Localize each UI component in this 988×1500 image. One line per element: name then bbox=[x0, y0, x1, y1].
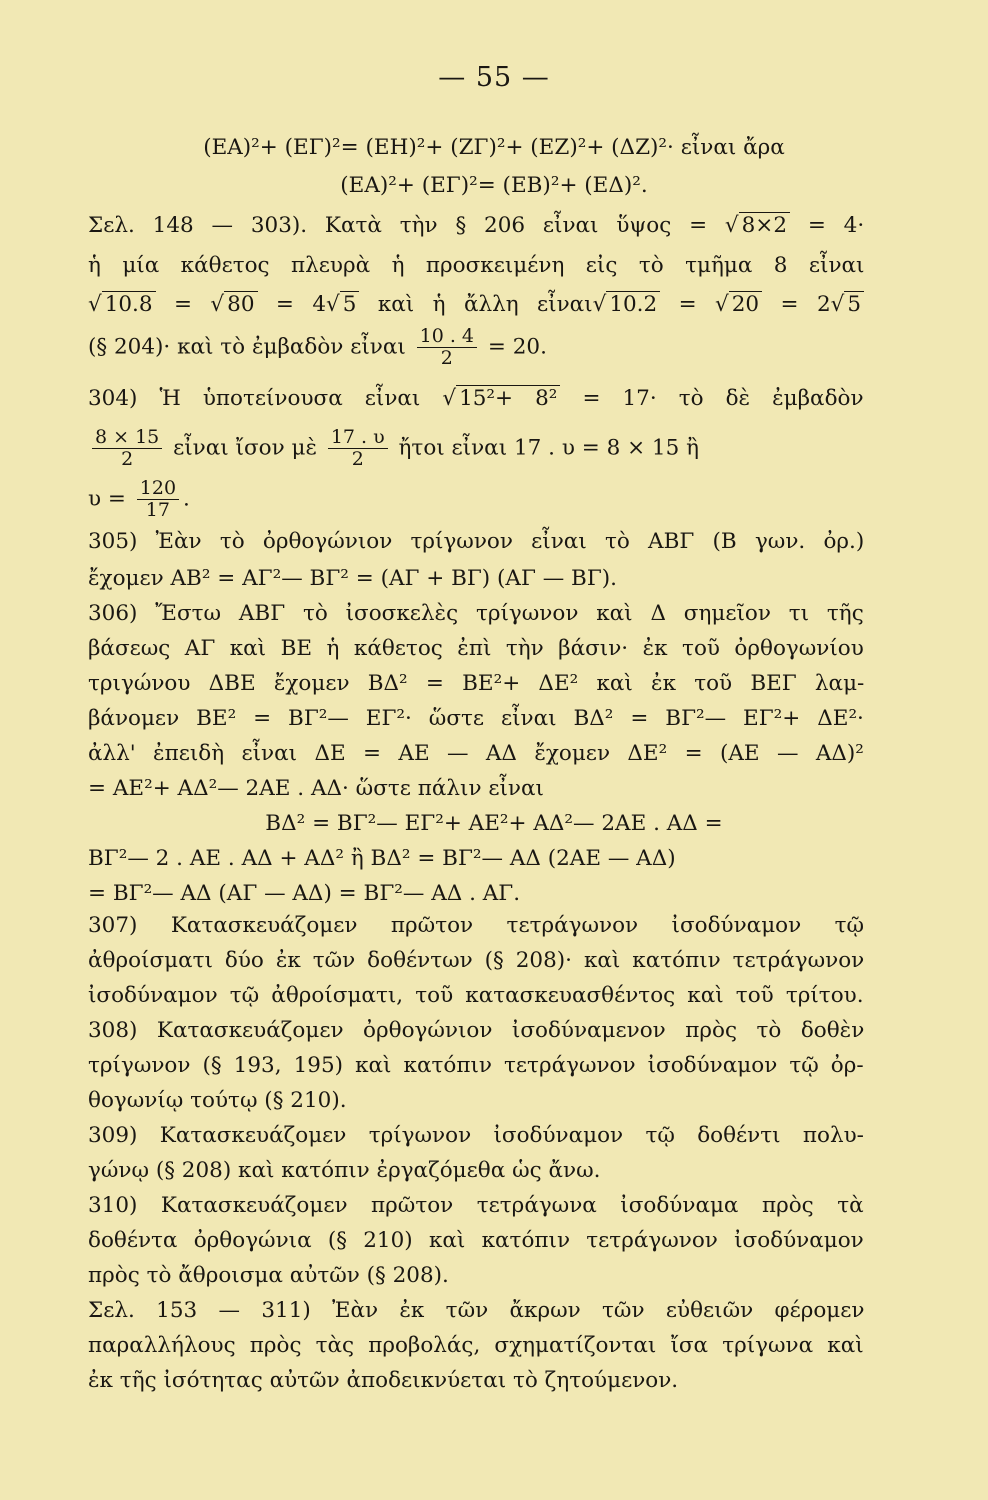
equation-text: (ΕΑ)²+ (ΕΓ)²= (ΕΗ)²+ (ΖΓ)²+ (ΕΖ)²+ (ΔΖ)²· εἶναι ἄρα bbox=[203, 135, 785, 160]
radicand: 10.2 bbox=[606, 291, 660, 317]
text-segment: εἶναι ἴσον μὲ bbox=[173, 435, 317, 461]
text-line: Σελ. 153 — 311) Ἐὰν ἐκ τῶν ἄκρων τῶν εὐθειῶν φέρομεν bbox=[88, 1298, 865, 1323]
equation-line: ΒΔ² = ΒΓ²— ΕΓ²+ ΑΕ²+ ΑΔ²— 2ΑΕ . ΑΔ = bbox=[265, 811, 723, 836]
equation-line bbox=[0, 134, 988, 162]
text-line: 310) Κατασκευάζομεν πρῶτον τετράγωνα ἰσοδύναμα πρὸς τὰ bbox=[88, 1193, 864, 1218]
text-line: ἔχομεν ΑΒ² = ΑΓ²— ΒΓ² = (ΑΓ + ΒΓ) (ΑΓ — ΒΓ). bbox=[88, 566, 617, 591]
text-segment: = √ bbox=[155, 292, 225, 317]
numerator: 10 . 4 bbox=[417, 326, 477, 348]
text-line bbox=[88, 478, 864, 521]
equation-text: (ΕΑ)²+ (ΕΓ)²= (ΕΒ)²+ (ΕΔ)². bbox=[340, 173, 648, 198]
text-segment: Σελ. 148 — 303). Κατὰ τὴν § 206 εἶναι ὕψος = √ bbox=[88, 213, 739, 238]
fraction bbox=[92, 427, 162, 470]
text-segment: = √ bbox=[660, 292, 729, 317]
text-segment: υ = bbox=[88, 486, 126, 512]
denominator: 2 bbox=[351, 448, 364, 470]
fraction bbox=[417, 326, 477, 369]
text-segment: = 17· τὸ δὲ ἐμβαδὸν bbox=[560, 386, 864, 411]
text-line: βάσεως ΑΓ καὶ ΒΕ ἡ κάθετος ἐπὶ τὴν βάσιν· ἐκ τοῦ ὀρθογωνίου bbox=[88, 636, 864, 661]
numerator: 8 × 15 bbox=[92, 427, 162, 449]
text-line bbox=[88, 212, 864, 240]
text-segment: = 4√ bbox=[257, 292, 340, 317]
numerator: 120 bbox=[137, 478, 179, 500]
page-number: — 55 — bbox=[438, 62, 550, 93]
text-line: παραλλήλους πρὸς τὰς προβολάς, σχηματίζονται ἴσα τρίγωνα καὶ bbox=[88, 1333, 864, 1358]
denominator: 17 bbox=[145, 499, 170, 521]
radicand: 80 bbox=[224, 291, 257, 317]
text-line: = ΒΓ²— ΑΔ (ΑΓ — ΑΔ) = ΒΓ²— ΑΔ . ΑΓ. bbox=[88, 881, 521, 906]
text-segment: . bbox=[183, 486, 190, 512]
text-line: ΒΓ²— 2 . ΑΕ . ΑΔ + ΑΔ² ἢ ΒΔ² = ΒΓ²— ΑΔ (2ΑΕ — ΑΔ) bbox=[88, 846, 676, 871]
radicand: 20 bbox=[729, 291, 762, 317]
text-line: ἐκ τῆς ἰσότητας αὐτῶν ἀποδεικνύεται τὸ ζητούμενον. bbox=[88, 1368, 679, 1393]
text-line bbox=[88, 326, 864, 369]
text-line bbox=[88, 427, 864, 470]
fraction bbox=[137, 478, 179, 521]
text-line: ἰσοδύναμον τῷ ἀθροίσματι, τοῦ κατασκευασθέντος καὶ τοῦ τρίτου. bbox=[88, 983, 864, 1008]
text-line: 306) Ἔστω ΑΒΓ τὸ ἰσοσκελὲς τρίγωνον καὶ Δ σημεῖον τι τῆς bbox=[88, 601, 864, 626]
text-line: τριγώνου ΔΒΕ ἔχομεν ΒΔ² = ΒΕ²+ ΔΕ² καὶ ἐκ τοῦ ΒΕΓ λαμ- bbox=[88, 671, 865, 696]
radicand: 5 bbox=[340, 291, 360, 317]
radicand: 8×2 bbox=[739, 212, 790, 238]
text-segment: = 2√ bbox=[762, 292, 845, 317]
text-line: 309) Κατασκευάζομεν τρίγωνον ἰσοδύναμον τῷ δοθέντι πολυ- bbox=[88, 1123, 864, 1148]
denominator: 2 bbox=[440, 347, 453, 369]
text-line: = ΑΕ²+ ΑΔ²— 2ΑΕ . ΑΔ· ὥστε πάλιν εἶναι bbox=[88, 776, 544, 801]
text-line bbox=[88, 385, 864, 413]
text-line: θογωνίῳ τούτῳ (§ 210). bbox=[88, 1088, 347, 1113]
sqrt-sign: √ bbox=[88, 292, 102, 317]
text-line: δοθέντα ὀρθογώνια (§ 210) καὶ κατόπιν τετράγωνον ἰσοδύναμον bbox=[88, 1228, 864, 1253]
text-line bbox=[88, 291, 864, 319]
text-segment: 304) Ἡ ὑποτείνουσα εἶναι √ bbox=[88, 386, 457, 411]
text-line: ἡ μία κάθετος πλευρὰ ἡ προσκειμένη εἰς τὸ τμῆμα 8 εἶναι bbox=[88, 253, 865, 278]
radicand: 5 bbox=[844, 291, 864, 317]
text-line: 308) Κατασκευάζομεν ὀρθογώνιον ἰσοδύναμενον πρὸς τὸ δοθὲν bbox=[88, 1018, 865, 1043]
radicand: 15²+ 8² bbox=[456, 385, 560, 411]
text-segment: (§ 204)· καὶ τὸ ἐμβαδὸν εἶναι bbox=[88, 334, 406, 360]
numerator: 17 . υ bbox=[328, 427, 388, 449]
radicand: 10.8 bbox=[102, 291, 156, 317]
text-line: πρὸς τὸ ἄθροισμα αὐτῶν (§ 208). bbox=[88, 1263, 449, 1288]
fraction bbox=[328, 427, 388, 470]
text-line: 305) Ἐὰν τὸ ὀρθογώνιον τρίγωνον εἶναι τὸ ΑΒΓ (Β γων. ὀρ.) bbox=[88, 529, 865, 554]
text-line: βάνομεν ΒΕ² = ΒΓ²— ΕΓ²· ὥστε εἶναι ΒΔ² = ΒΓ²— ΕΓ²+ ΔΕ²· bbox=[88, 706, 864, 731]
text-line: ἀθροίσματι δύο ἐκ τῶν δοθέντων (§ 208)· καὶ κατόπιν τετράγωνον bbox=[88, 948, 865, 973]
text-line: 307) Κατασκευάζομεν πρῶτον τετράγωνον ἰσοδύναμον τῷ bbox=[88, 913, 865, 938]
equation-line bbox=[0, 172, 988, 200]
text-line: γώνῳ (§ 208) καὶ κατόπιν ἐργαζόμεθα ὡς ἄνω. bbox=[88, 1158, 601, 1183]
text-segment: ἤτοι εἶναι 17 . υ = 8 × 15 ἢ bbox=[398, 435, 700, 461]
denominator: 2 bbox=[121, 448, 134, 470]
text-segment: καὶ ἡ ἄλλη εἶναι√ bbox=[359, 292, 607, 317]
text-segment: = 20. bbox=[487, 334, 547, 360]
text-line: τρίγωνον (§ 193, 195) καὶ κατόπιν τετράγωνον ἰσοδύναμον τῷ ὀρ- bbox=[88, 1053, 864, 1078]
text-line: ἀλλ' ἐπειδὴ εἶναι ΔΕ = ΑΕ — ΑΔ ἔχομεν ΔΕ² = (ΑΕ — ΑΔ)² bbox=[88, 741, 864, 766]
text-segment: = 4· bbox=[790, 213, 865, 238]
